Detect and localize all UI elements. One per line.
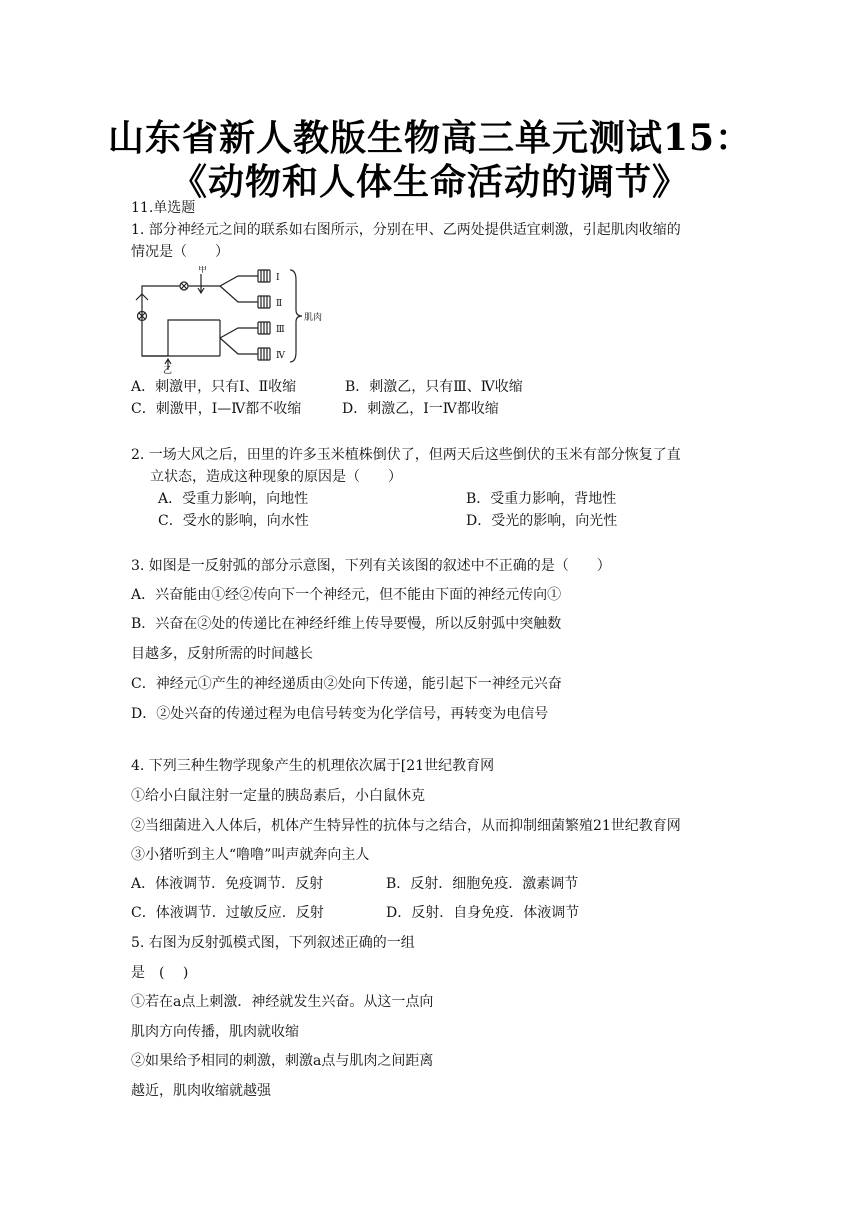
q3-option-a: A．兴奋能由①经②传向下一个神经元，但不能由下面的神经元传向① <box>131 587 562 603</box>
top-synapse-mark <box>181 283 187 289</box>
q1-stem-line-1: 1. 部分神经元之间的联系如右图所示，分别在甲、乙两处提供适宜刺激，引起肌肉收缩的 <box>131 222 681 238</box>
q5-line-3: ②如果给予相同的刺激，刺激a点与肌肉之间距离 <box>131 1053 434 1069</box>
q5-line-1: ①若在a点上刺激．神经就发生兴奋。从这一点向 <box>131 994 434 1010</box>
q1-option-d: D．刺激乙，Ⅰ一Ⅳ都收缩 <box>342 401 499 417</box>
q3-option-b-line-1: B．兴奋在②处的传递比在神经纤维上传导要慢，所以反射弧中突触数 <box>131 616 562 632</box>
q4-item-1: ①给小白鼠注射一定量的胰岛素后，小白鼠休克 <box>131 788 425 804</box>
q5-line-4: 越近，肌肉收缩就越强 <box>131 1083 271 1099</box>
label-IV: Ⅳ <box>276 351 285 361</box>
mid-connector <box>168 320 220 356</box>
label-yi: 乙 <box>163 366 173 374</box>
q5-stem-line-2: 是 ( ) <box>131 965 189 981</box>
q2-option-d: D．受光的影响，向光性 <box>466 513 618 529</box>
endplate-I <box>258 270 270 282</box>
endplate-IV <box>258 348 270 360</box>
q4-option-a: A．体液调节．免疫调节．反射 <box>131 876 324 892</box>
branch-to-III <box>220 328 258 338</box>
q4-item-3: ③小猪听到主人“噜噜”叫声就奔向主人 <box>131 847 370 863</box>
q4-option-d: D．反射．自身免疫．体液调节 <box>386 905 580 921</box>
branch-to-II <box>220 286 258 302</box>
q5-stem-line-1: 5. 右图为反射弧模式图，下列叙述正确的一组 <box>131 935 415 951</box>
q1-option-b: B．刺激乙，只有Ⅲ、Ⅳ收缩 <box>345 379 523 395</box>
left-loop-line <box>142 302 168 356</box>
q2-option-b: B．受重力影响，背地性 <box>466 491 617 507</box>
q4-option-b: B．反射．细胞免疫．激素调节 <box>386 876 579 892</box>
q4-option-c: C．体液调节．过敏反应．反射 <box>131 905 324 921</box>
label-II: Ⅱ <box>276 299 283 309</box>
label-I: Ⅰ <box>276 273 280 283</box>
endplate-III <box>258 322 270 334</box>
q5-line-2: 肌肉方向传播，肌肉就收缩 <box>131 1024 299 1040</box>
q4-item-2: ②当细菌进入人体后，机体产生特异性的抗体与之结合，从而抑制细菌繁殖21世纪教育网 <box>131 818 681 834</box>
q2-option-a: A．受重力影响，向地性 <box>158 491 309 507</box>
muscle-brace <box>290 270 302 362</box>
section-heading: 11.单选题 <box>131 200 196 216</box>
q2-option-c: C．受水的影响，向水性 <box>158 513 309 529</box>
q1-stem-line-2: 情况是（ ） <box>131 244 229 260</box>
label-muscle: 肌肉 <box>304 313 323 323</box>
neuron-muscle-diagram <box>128 266 338 374</box>
label-jia: 甲 <box>198 266 208 275</box>
title-line-1: 山东省新人教版生物高三单元测试15： <box>107 117 753 159</box>
q1-option-c: C．刺激甲，Ⅰ—Ⅳ都不收缩 <box>131 401 302 417</box>
q3-option-c: C．神经元①产生的神经递质由②处向下传递，能引起下一神经元兴奋 <box>131 676 562 692</box>
q3-option-d: D．②处兴奋的传递过程为电信号转变为化学信号，再转变为电信号 <box>131 706 549 722</box>
title-line-2: 《动物和人体生命活动的调节》 <box>170 161 689 203</box>
branch-to-I <box>188 276 258 286</box>
jia-arrow <box>198 274 204 293</box>
label-III: Ⅲ <box>276 325 285 335</box>
branch-to-IV <box>220 338 258 354</box>
q3-stem: 3. 如图是一反射弧的部分示意图，下列有关该图的叙述中不正确的是（ ） <box>131 558 611 574</box>
q1-option-a: A．刺激甲，只有Ⅰ、Ⅱ收缩 <box>131 379 297 395</box>
q3-option-b-line-2: 目越多，反射所需的时间越长 <box>131 646 313 662</box>
q2-stem-line-2: 立状态，造成这种现象的原因是（ ） <box>150 469 402 485</box>
endplate-II <box>258 296 270 308</box>
q2-stem-line-1: 2. 一场大风之后，田里的许多玉米植株倒伏了，但两天后这些倒伏的玉米有部分恢复了直 <box>131 447 681 463</box>
q4-stem: 4. 下列三种生物学现象产生的机理依次属于[21世纪教育网 <box>131 758 495 774</box>
